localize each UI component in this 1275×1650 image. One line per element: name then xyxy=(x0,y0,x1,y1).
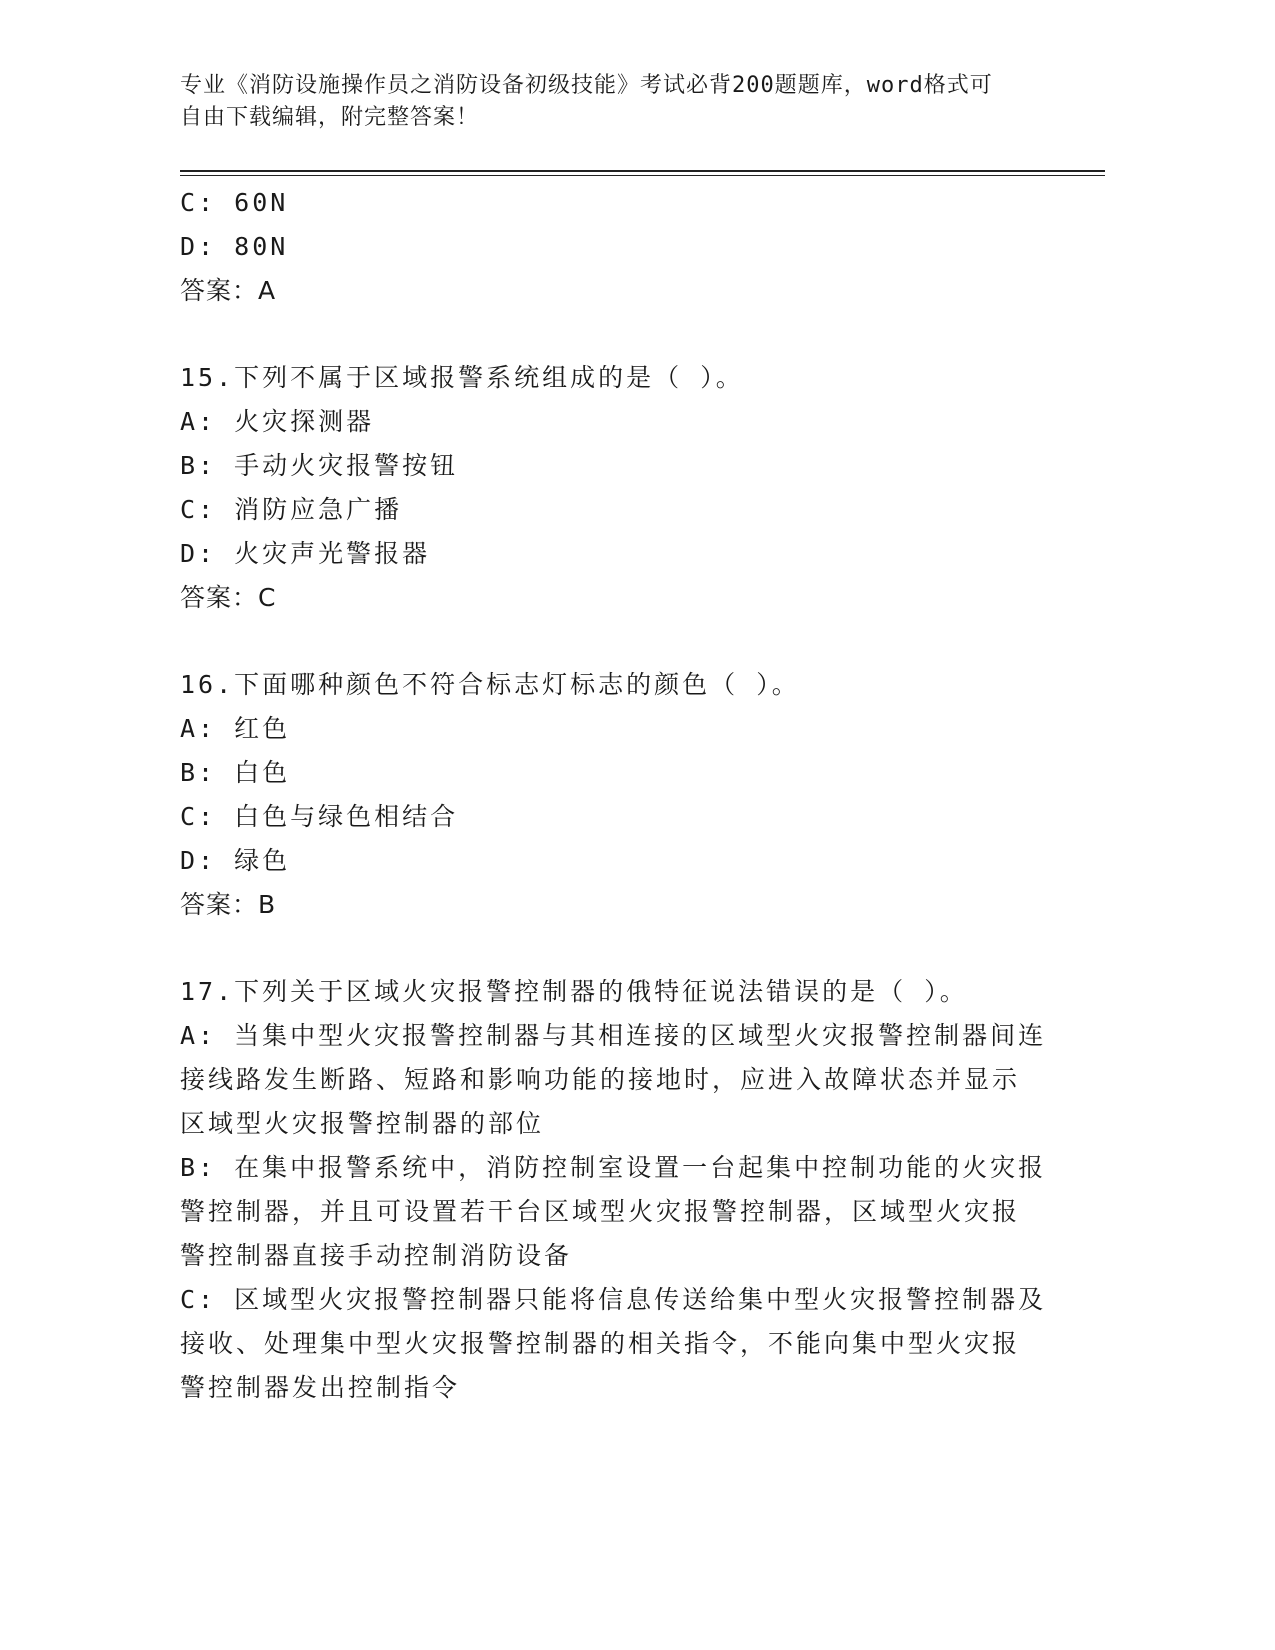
option-a: A: 红色 xyxy=(180,714,291,743)
question-16 xyxy=(180,663,1040,927)
option-c xyxy=(180,1278,1047,1410)
option-a-line-1: A: 当集中型火灾报警控制器与其相连接的区域型火灾报警控制器间连 xyxy=(180,1021,1047,1050)
option-a-line-2: 接线路发生断路、短路和影响功能的接地时，应进入故障状态并显示 xyxy=(180,1065,1021,1094)
option-a-line-3: 区域型火灾报警控制器的部位 xyxy=(180,1109,545,1138)
question-stem: 17.下列关于区域火灾报警控制器的俄特征说法错误的是（ ）。 xyxy=(180,977,968,1006)
option-a xyxy=(180,1014,1047,1146)
option-d: D: 火灾声光警报器 xyxy=(180,539,431,568)
option-c: C: 60N xyxy=(180,188,289,217)
option-b-line-3: 警控制器直接手动控制消防设备 xyxy=(180,1241,573,1270)
option-d: D: 80N xyxy=(180,232,289,261)
header-divider-thin xyxy=(180,175,1105,176)
document-body xyxy=(180,181,1047,1410)
header-line-1: 专业《消防设施操作员之消防设备初级技能》考试必背200题题库，word格式可 xyxy=(180,73,993,98)
option-c-line-3: 警控制器发出控制指令 xyxy=(180,1373,461,1402)
option-c: C: 白色与绿色相结合 xyxy=(180,802,459,831)
answer-line: 答案：C xyxy=(180,583,277,612)
option-b: B: 手动火灾报警按钮 xyxy=(180,451,459,480)
answer-line: 答案：B xyxy=(180,890,277,919)
header-line-2: 自由下载编辑，附完整答案！ xyxy=(180,105,480,130)
option-c-line-2: 接收、处理集中型火灾报警控制器的相关指令，不能向集中型火灾报 xyxy=(180,1329,1021,1358)
option-b xyxy=(180,1146,1047,1278)
option-c: C: 消防应急广播 xyxy=(180,495,403,524)
question-15 xyxy=(180,356,1040,620)
question-stem: 16.下面哪种颜色不符合标志灯标志的颜色（ ）。 xyxy=(180,670,800,699)
option-b-line-1: B: 在集中报警系统中，消防控制室设置一台起集中控制功能的火灾报 xyxy=(180,1153,1047,1182)
option-b: B: 白色 xyxy=(180,758,291,787)
option-c-line-1: C: 区域型火灾报警控制器只能将信息传送给集中型火灾报警控制器及 xyxy=(180,1285,1047,1314)
option-d: D: 绿色 xyxy=(180,846,291,875)
option-b-line-2: 警控制器，并且可设置若干台区域型火灾报警控制器，区域型火灾报 xyxy=(180,1197,1021,1226)
question-17 xyxy=(180,970,1047,1410)
question-stem: 15.下列不属于区域报警系统组成的是（ ）。 xyxy=(180,363,744,392)
option-a: A: 火灾探测器 xyxy=(180,407,375,436)
answer-line: 答案：A xyxy=(180,276,277,305)
question-14-tail xyxy=(180,181,1040,313)
page-header xyxy=(180,70,1040,134)
header-divider-thick xyxy=(180,170,1105,172)
